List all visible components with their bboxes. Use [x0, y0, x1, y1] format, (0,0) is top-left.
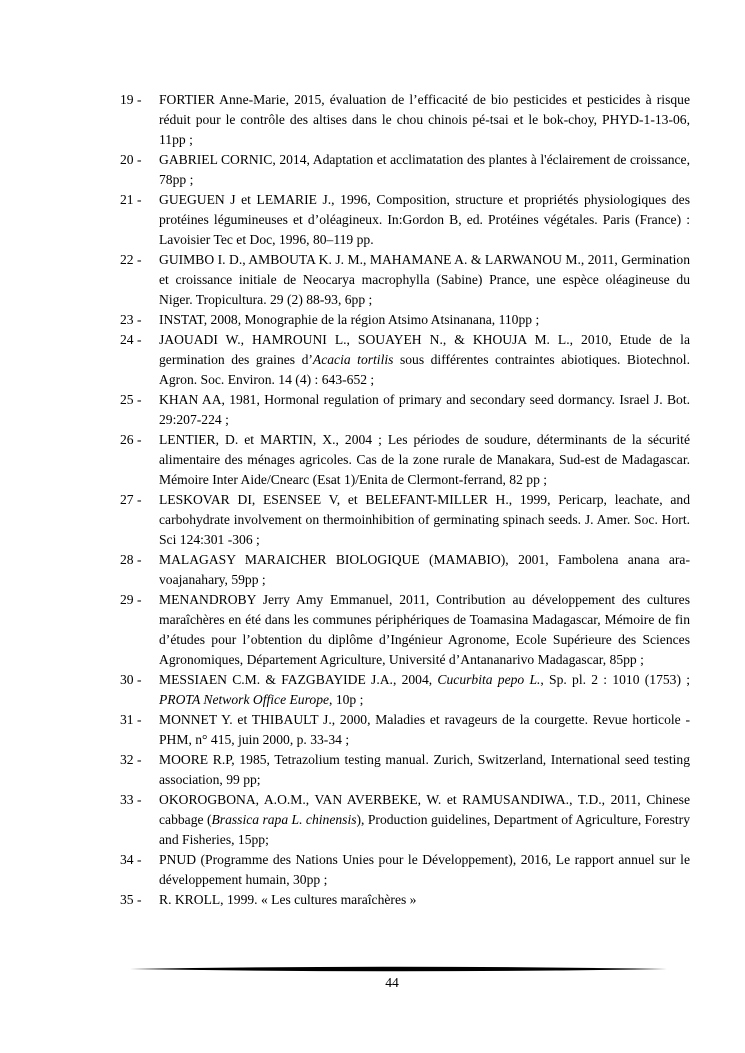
- reference-text-part: JAOUADI W., HAMROUNI L., SOUAYEH N., & KHOUJA M. L., 2010, Etude de la germination des graines d’: [159, 332, 690, 367]
- reference-text-part: OKOROGBONA, A.O.M., VAN AVERBEKE, W. et RAMUSANDIWA., T.D., 2011, Chinese cabbage (: [159, 792, 690, 827]
- reference-item-34: [120, 850, 690, 890]
- reference-number: 25 -: [120, 392, 142, 407]
- reference-text: R. KROLL, 1999. « Les cultures maraîchères »: [159, 892, 417, 907]
- reference-number: 22 -: [120, 252, 142, 267]
- reference-number: 27 -: [120, 492, 142, 507]
- reference-number: 35 -: [120, 892, 142, 907]
- reference-item-24: [120, 330, 690, 390]
- reference-number: 31 -: [120, 712, 142, 727]
- reference-number: 23 -: [120, 312, 142, 327]
- page-number: 44: [385, 975, 399, 990]
- reference-item-25: [120, 390, 690, 430]
- reference-number: 33 -: [120, 792, 142, 807]
- reference-text: GUIMBO I. D., AMBOUTA K. J. M., MAHAMANE A. & LARWANOU M., 2011, Germination et croissance initiale de Neocarya macrophylla (Sabine) Prance, une espèce oléagineuse du Niger. Tropicultura. 29 (2) 88-93, 6pp ;: [159, 252, 690, 307]
- reference-item-23: [120, 310, 690, 330]
- reference-text: MALAGASY MARAICHER BIOLOGIQUE (MAMABIO), 2001, Fambolena anana ara-voajanahary, 59pp ;: [159, 552, 690, 587]
- species-name: Brassica rapa L. chinensis: [211, 812, 357, 827]
- species-name: Cucurbita pepo L.: [437, 672, 541, 687]
- reference-number: 28 -: [120, 552, 142, 567]
- reference-number: 26 -: [120, 432, 142, 447]
- reference-number: 30 -: [120, 672, 142, 687]
- reference-text: GUEGUEN J et LEMARIE J., 1996, Composition, structure et propriétés physiologiques des protéines légumineuses et d’oléagineux. In:Gordon B, ed. Protéines végétales. Paris (France) : Lavoisier Tec et Doc, 1996, 80–119 pp.: [159, 192, 690, 247]
- reference-text: MENANDROBY Jerry Amy Emmanuel, 2011, Contribution au développement des cultures maraîchères en été dans les communes périphériques de Toamasina Madagascar, Mémoire de fin d’études pour l’obtention du diplôme d’Ingénieur Agronome, Ecole Supérieure des Sciences Agronomiques, Département Agriculture, Université d’Antananarivo Madagascar, 85pp ;: [159, 592, 690, 667]
- reference-item-33: [120, 790, 690, 850]
- reference-number: 19 -: [120, 92, 142, 107]
- reference-number: 24 -: [120, 332, 142, 347]
- reference-number: 32 -: [120, 752, 142, 767]
- reference-text: KHAN AA, 1981, Hormonal regulation of primary and secondary seed dormancy. Israel J. Bot. 29:207-224 ;: [159, 392, 690, 427]
- reference-item-27: [120, 490, 690, 550]
- reference-text: MONNET Y. et THIBAULT J., 2000, Maladies et ravageurs de la courgette. Revue horticole - PHM, n° 415, juin 2000, p. 33-34 ;: [159, 712, 690, 747]
- reference-text: INSTAT, 2008, Monographie de la région Atsimo Atsinanana, 110pp ;: [159, 312, 540, 327]
- species-name: Acacia tortilis: [312, 352, 394, 367]
- reference-text: GABRIEL CORNIC, 2014, Adaptation et acclimatation des plantes à l'éclairement de croissance, 78pp ;: [159, 152, 690, 187]
- source-name: PROTA Network Office Europe: [159, 692, 330, 707]
- reference-text: LENTIER, D. et MARTIN, X., 2004 ; Les périodes de soudure, déterminants de la sécurité alimentaire des ménages agricoles. Cas de la zone rurale de Manakara, Sud-est de Madagascar. Mémoire Inter Aide/Cnearc (Esat 1)/Enita de Clermont-ferrand, 82 pp ;: [159, 432, 690, 487]
- footer-divider: [130, 966, 667, 972]
- reference-text: LESKOVAR DI, ESENSEE V, et BELEFANT-MILLER H., 1999, Pericarp, leachate, and carbohydrate involvement on thermoinhibition of germinating spinach seeds. J. Amer. Soc. Hort. Sci 124:301 -306 ;: [159, 492, 690, 547]
- reference-item-22: [120, 250, 690, 310]
- reference-text-part: , Sp. pl. 2 : 1010 (1753) ;: [540, 672, 691, 687]
- reference-item-32: [120, 750, 690, 790]
- reference-item-30: [120, 670, 690, 710]
- reference-item-19: [120, 90, 690, 150]
- reference-text: MOORE R.P, 1985, Tetrazolium testing manual. Zurich, Switzerland, International seed testing association, 99 pp;: [159, 752, 690, 787]
- reference-number: 34 -: [120, 852, 142, 867]
- reference-text-part: ), Production guidelines, Department of Agriculture, Forestry and Fisheries, 15pp;: [159, 812, 690, 847]
- reference-item-29: [120, 590, 690, 670]
- reference-item-20: [120, 150, 690, 190]
- reference-item-26: [120, 430, 690, 490]
- reference-text-part: , 10p ;: [329, 692, 364, 707]
- reference-item-35: [120, 890, 690, 910]
- reference-text: FORTIER Anne-Marie, 2015, évaluation de l’efficacité de bio pesticides et pesticides à risque réduit pour le contrôle des altises dans le chou chinois pé-tsai et le bok-choy, PHYD-1-13-06, 11pp ;: [159, 92, 690, 147]
- reference-item-31: [120, 710, 690, 750]
- reference-text-part: MESSIAEN C.M. & FAZGBAYIDE J.A., 2004,: [159, 672, 438, 687]
- reference-item-28: [120, 550, 690, 590]
- reference-text-part: sous différentes contraintes abiotiques. Biotechnol. Agron. Soc. Environ. 14 (4) : 643-652 ;: [159, 352, 690, 387]
- reference-list: [120, 90, 690, 910]
- reference-item-21: [120, 190, 690, 250]
- reference-text: PNUD (Programme des Nations Unies pour le Développement), 2016, Le rapport annuel sur le développement humain, 30pp ;: [159, 852, 690, 887]
- reference-number: 29 -: [120, 592, 142, 607]
- reference-number: 21 -: [120, 192, 142, 207]
- reference-number: 20 -: [120, 152, 142, 167]
